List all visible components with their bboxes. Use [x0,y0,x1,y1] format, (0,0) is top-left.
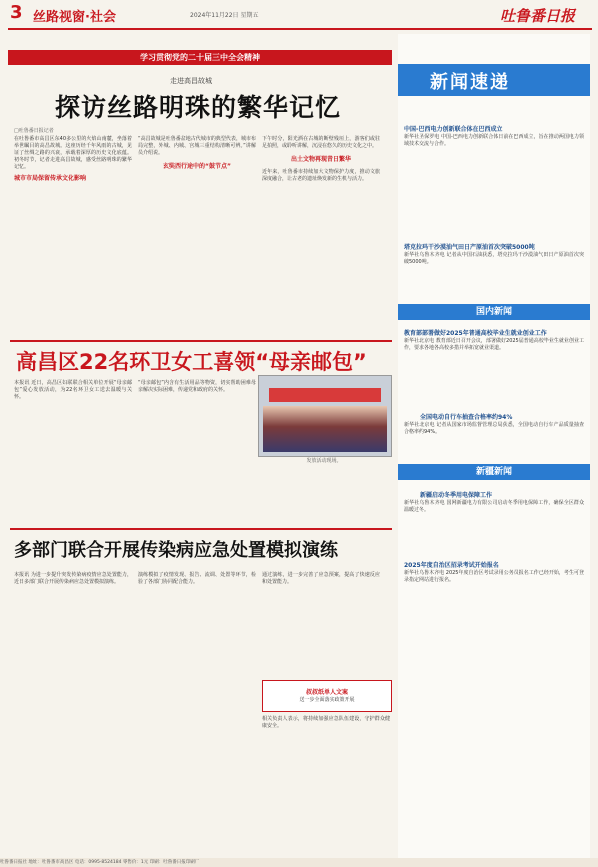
issue-date: 2024年11月22日 星期五 [190,12,259,19]
news-title-1: 中国-巴西电力创新联合体在巴西成立 [404,126,503,133]
story3-column-3: 通过演练，进一步完善了应急预案，提高了快速反应和处置能力。 [262,572,380,585]
lead-subhead-2: 玄奘西行途中的“鼓节点” [163,163,231,170]
story3-headline: 多部门联合开展传染病应急处置模拟演练 [14,540,338,561]
news-title-4: 全国电动自行车抽查合格率约94% [420,414,513,421]
section-divider-2 [10,528,392,530]
news-title-3: 教育部部署做好2025年普通高校毕业生就业创业工作 [404,330,547,337]
news-text-6: 新华社乌鲁木齐电 2025年度自治区考试录用公务员报名工作已经开始，考生可登录指定网站进行报名。 [404,570,584,583]
newspaper-logo: 吐鲁番日报 [500,7,576,25]
lead-column-1: 在吐鲁番市高昌区东40多公里的火焰山南麓，坐落着举世瞩目的高昌故城。这座历经千年风雨的古城，见证了丝绸之路的兴衰，承载着深厚的历史文化底蕴。初冬时节，记者走进高昌故城，感受丝路明珠的繁华记忆。 城市市局保留传承文化影响 [14,136,132,182]
section-bar-domestic: 国内新闻 [398,304,590,320]
section-bar-xinjiang: 新疆新闻 [398,464,590,480]
theme-banner: 学习贯彻党的二十届三中全会精神 [8,50,392,65]
lead-column-3: 下午时分，阳光洒在古城的断壁残垣上，游客们或驻足拍照，或聆听讲解，沉浸在悠久的历史文化之中。 出土文物再现昔日繁华 近年来，吐鲁番市持续加大文物保护力度，推动文旅深度融合，让古老的遗址焕发新的生机与活力。 [262,136,380,182]
story2-column-2: “母亲邮包”内含有生活用品等物资，切实帮助困难母亲解决实际困难，传递党和政府的关怀。 [138,380,256,393]
news-sidebar [398,34,590,862]
news-text-4: 新华社北京电 记者从国家市场监督管理总局获悉，全国电动自行车产品质量抽查合格率约94%。 [404,422,584,435]
page-footer: 吐鲁番日报社 地址：吐鲁番市高昌区 电话：0995-8524184 零售价：1元 印刷：吐鲁番日报印刷厂 [0,858,598,867]
page-number: 3 [10,2,23,23]
lead-headline: 探访丝路明珠的繁华记忆 [55,93,342,122]
news-title-5: 新疆启动冬季用电保障工作 [420,492,493,499]
news-text-5: 新华社乌鲁木齐电 国网新疆电力有限公司启动冬季用电保障工作，确保全区群众温暖过冬。 [404,500,584,513]
lead-column-2: “高昌故城是吐鲁番盆地古代城市的典型代表，城市布局完整，外城、内城、宫城三重结构清晰可辨。”讲解员介绍说。 玄奘西行途中的“鼓节点” [138,136,256,170]
lead-kicker: 走进高昌故城 [170,77,212,85]
section-title: 丝路视窗·社会 [33,10,116,25]
photo-crowd [263,406,387,452]
lead-byline: □吐鲁番日报记者 [14,128,54,134]
sidebox-title: 叔叔纸单人文案 [305,689,348,696]
section-divider [10,340,392,342]
news-text-3: 新华社北京电 教育部近日召开会议，部署做好2025届普通高校毕业生就业创业工作，要求各地各高校多措并举拓宽就业渠道。 [404,338,584,351]
sidebox-text: 送一步全面落实政策开展 [299,697,355,703]
story2-headline: 高昌区22名环卫女工喜领“母亲邮包” [16,350,367,374]
photo-caption: 发放活动现场。 [306,458,342,464]
story2-photo [258,375,392,457]
news-title-2: 塔克拉玛干沙漠油气田日产原油首次突破5000吨 [404,244,535,251]
story3-column-1: 本报讯 为进一步提升突发传染病疫情应急处置能力，近日多部门联合开展传染病应急处置模拟演练。 [14,572,132,585]
lead-subhead-1: 城市市局保留传承文化影响 [14,175,87,182]
story2-column-1: 本报讯 近日，高昌区妇联联合相关单位开展“母亲邮包”爱心发放活动，为22名环卫女工送去温暖与关怀。 [14,380,132,400]
story3-sidebox [262,680,392,712]
news-title-6: 2025年度自治区招录考试开始报名 [404,562,499,569]
sidebar-title: 新闻速递 [430,72,510,93]
story3-column-4: 相关负责人表示，将持续加强应急队伍建设，守护群众健康安全。 [262,716,390,729]
lead-subhead-3: 出土文物再现昔日繁华 [290,156,351,163]
news-text-1: 新华社圣保罗电 中国-巴西电力创新联合体日前在巴西成立，旨在推动两国电力领域技术交流与合作。 [404,134,584,147]
photo-banner [269,388,381,402]
story3-column-2: 演练模拟了疫情发现、报告、流调、处置等环节，检验了各部门协同配合能力。 [138,572,256,585]
news-text-2: 新华社乌鲁木齐电 记者从中国石油获悉，塔克拉玛干沙漠油气田日产原油首次突破5000吨。 [404,252,584,265]
header-divider [8,28,592,30]
